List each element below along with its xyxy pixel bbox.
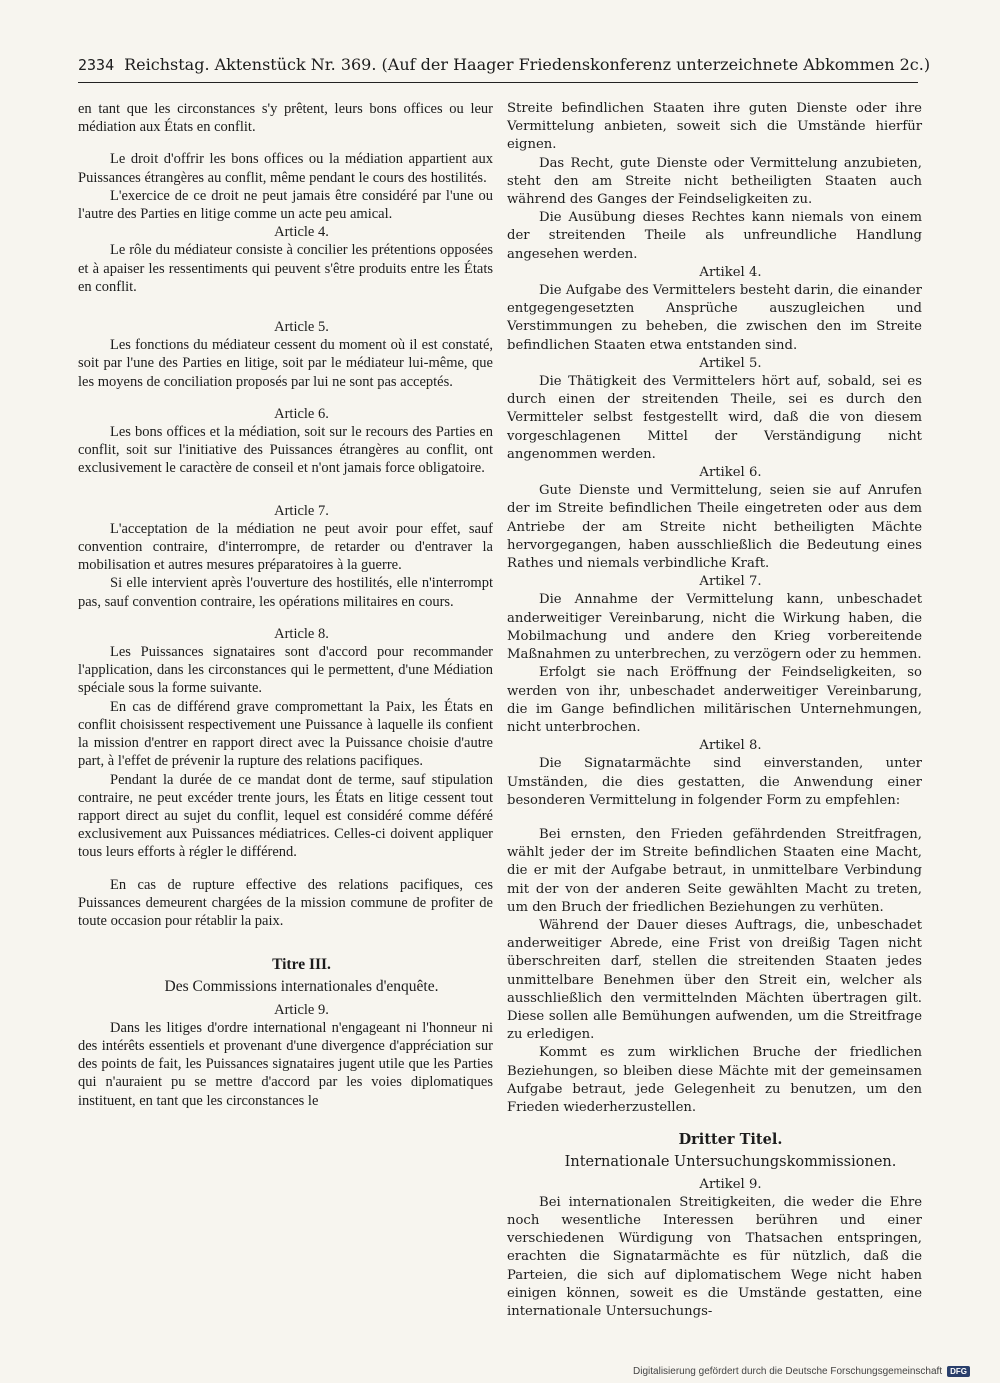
paragraph: Les bons offices et la médiation, soit sur le recours des Parties en conflit, soit sur l'initiative des Puissances étrangères au conflit, ont exclusivement le caractère de conseil et n'ont jamais force obligatoire. bbox=[78, 424, 493, 477]
article-heading: Article 5. bbox=[274, 319, 329, 336]
paragraph: L'acceptation de la médiation ne peut avoir pour effet, sauf convention contraire, d'interrompre, de retarder ou d'entraver la mobilisation et autres mesures préparatoires à la guerre. bbox=[78, 520, 493, 574]
paragraph: Die Annahme der Vermittelung kann, unbeschadet anderweitiger Vereinbarung, nicht die Wirkung haben, die Mobilmachung und andere den Krieg vorbereitende Maßnahmen zu unterbrechen, zu verzögern oder zu hemmen. bbox=[507, 592, 922, 663]
german-column bbox=[507, 100, 922, 1321]
spacer bbox=[78, 611, 493, 625]
paragraph: Während der Dauer dieses Auftrags, die, unbeschadet anderweitiger Abrede, eine Frist von dreißig Tagen nicht überschreiten darf, stellen die streitenden Staaten jedes unmittelbare Benehmen über den Streit ein, welcher als ausschließlich den vermittelnden Mächten übertragen gilt. Diese sollen alle Bemühungen aufwenden, um die Streitfrage zu erledigen. bbox=[507, 917, 922, 1043]
paragraph: Kommt es zum wirklichen Bruche der friedlichen Beziehungen, so bleiben diese Mächte mit der gemeinsamen Aufgabe betraut, jede Gelegenheit zu benutzen, um den Frieden wiederherzustellen. bbox=[507, 1045, 922, 1115]
paragraph: Bei internationalen Streitigkeiten, die weder die Ehre noch wesentliche Interessen berühren und einer verschiedenen Würdigung von Thatsachen entspringen, erachten die Signatarmächte es für nützlich, daß die Parteien, die sich auf diplomatischem Wege nicht haben einigen können, soweit es die Umstände gestatten, eine internationale Untersuchungs- bbox=[507, 1194, 922, 1319]
article-heading: Article 9. bbox=[274, 1001, 329, 1018]
header-rule bbox=[78, 82, 918, 83]
paragraph: Le rôle du médiateur consiste à concilier les prétentions opposées et à apaiser les ressentiments qui peuvent s'être produits entre les États en conflit. bbox=[78, 242, 493, 295]
paragraph: Die Aufgabe des Vermittelers besteht darin, die einander entgegengesetzten Ansprüche auszugleichen und Verstimmungen zu beheben, die zwischen den im Streite befindlichen Staaten etwa entstanden sind. bbox=[507, 283, 922, 353]
paragraph: Die Ausübung dieses Rechtes kann niemals von einem der streitenden Theile als unfreundliche Handlung angesehen werden. bbox=[507, 210, 922, 262]
article-heading: Artikel 7. bbox=[699, 574, 762, 590]
paragraph: Pendant la durée de ce mandat dont de terme, sauf stipulation contraire, ne peut excéder trente jours, les États en litige cessent tout rapport direct au sujet du conflit, lequel est considéré comme déféré exclusivement aux Puissances médiatrices. Celles-ci doivent appliquer tous leurs efforts à régler le différend. bbox=[78, 771, 493, 861]
spacer bbox=[507, 1117, 922, 1131]
article-heading: Article 4. bbox=[274, 224, 329, 241]
paragraph: Streite befindlichen Staaten ihre guten Dienste oder ihre Vermittelung anbieten, soweit sich die Umstände hierfür eignen. bbox=[507, 101, 922, 153]
paragraph: Gute Dienste und Vermittelung, seien sie auf Anrufen der im Streite befindlichen Theile eingetreten oder aus dem Antriebe der am Streite nicht betheiligten Mächte hervorgegangen, haben ausschließlich die Bedeutung eines Rathes und niemals verbindliche Kraft. bbox=[507, 483, 922, 572]
paragraph: Dans les litiges d'ordre international n'engageant ni l'honneur ni des intérêts essentiels et provenant d'une divergence d'appréciation sur des points de fait, les Puissances signataires jugent utile que les Parties qui n'auraient pu se mettre d'accord par les voies diplomatiques instituent, en tant que les circonstances le bbox=[78, 1019, 493, 1109]
french-column bbox=[78, 100, 493, 1110]
running-title: Reichstag. Aktenstück Nr. 369. (Auf der Haager Friedenskonferenz unterzeichnete Abkommen 2c.) bbox=[124, 55, 931, 74]
article-heading: Artikel 4. bbox=[699, 264, 762, 280]
article-heading: Artikel 8. bbox=[699, 738, 762, 754]
paragraph: Bei ernsten, den Frieden gefährdenden Streitfragen, wählt jeder der im Streite befindlichen Staaten eine Macht, die er mit der Aufgabe betraut, in unmittelbare Verbindung mit der von der anderen Seite gewählten Macht zu treten, um den Bruch der friedlichen Beziehungen zu verhüten. bbox=[507, 826, 922, 915]
paragraph: Si elle intervient après l'ouverture des hostilités, elle n'interrompt pas, sauf convention contraire, les opérations militaires en cours. bbox=[78, 575, 493, 610]
spacer bbox=[78, 136, 493, 150]
paragraph: Das Recht, gute Dienste oder Vermittelung anzubieten, steht den am Streite nicht betheiligten Staaten auch während des Ganges der Feindseligkeiten zu. bbox=[507, 155, 922, 208]
paragraph: L'exercice de ce droit ne peut jamais être considéré par l'une ou l'autre des Parties en litige comme un acte peu amical. bbox=[78, 187, 493, 223]
paragraph: En cas de différend grave compromettant la Paix, les États en conflit choisissent respectivement une Puissance à laquelle ils confient la mission d'entrer en rapport direct avec la Puissance choisie d'autre part, à l'effet de prévenir la rupture des relations pacifiques. bbox=[78, 698, 493, 770]
article-heading: Artikel 5. bbox=[699, 355, 762, 371]
article-heading: Artikel 9. bbox=[699, 1176, 762, 1192]
spacer bbox=[78, 391, 493, 405]
paragraph: Die Signatarmächte sind einverstanden, unter Umständen, die dies gestatten, die Anwendung einer besonderen Vermittelung in folgender Form zu empfehlen: bbox=[507, 756, 922, 808]
spacer bbox=[78, 862, 493, 876]
paragraph: Les fonctions du médiateur cessent du moment où il est constaté, soit par l'une des Parties en litige, soit par le médiateur lui-même, que les moyens de conciliation proposés par lui ne sont pas acceptés. bbox=[78, 337, 493, 390]
paragraph: Die Thätigkeit des Vermittelers hört auf, sobald, sei es durch einen der streitenden Theile, sei es durch den Vermitteler selbst festgestellt wird, daß die von diesem vorgeschlagenen Mittel der Verständigung nicht angenommen werden. bbox=[507, 374, 922, 462]
paragraph: En cas de rupture effective des relations pacifiques, ces Puissances demeurent chargées de la mission commune de profiter de toute occasion pour rétablir la paix. bbox=[78, 876, 493, 929]
paragraph: Les Puissances signataires sont d'accord pour recommander l'application, dans les circonstances qui le permettent, d'une Médiation spéciale sous la forme suivante. bbox=[78, 644, 493, 697]
title-subheading: Internationale Untersuchungskommissionen. bbox=[564, 1154, 897, 1171]
spacer bbox=[78, 296, 493, 318]
paragraph: Le droit d'offrir les bons offices ou la médiation appartient aux Puissances étrangères au conflit, même pendant le cours des hostilités. bbox=[78, 151, 493, 186]
spacer bbox=[78, 930, 493, 956]
footer-credit: Digitalisierung gefördert durch die Deutsche Forschungsgemeinschaft bbox=[633, 1366, 943, 1377]
article-heading: Artikel 6. bbox=[699, 465, 762, 481]
article-heading: Article 6. bbox=[274, 405, 329, 422]
title-heading: Dritter Titel. bbox=[678, 1131, 783, 1149]
spacer bbox=[78, 478, 493, 502]
paragraph: en tant que les circonstances s'y prêtent, leurs bons offices ou leur médiation aux États en conflit. bbox=[78, 101, 493, 136]
dfg-logo-icon: DFG bbox=[947, 1366, 970, 1377]
paragraph: Erfolgt sie nach Eröffnung der Feindseligkeiten, so werden von ihr, unbeschadet anderweitiger Vereinbarung, die im Gange befindlichen militärischen Unternehmungen, nicht unterbrochen. bbox=[507, 665, 922, 735]
page-number: 2334 bbox=[78, 56, 115, 74]
spacer bbox=[507, 810, 922, 826]
title-subheading: Des Commissions internationales d'enquête. bbox=[164, 978, 439, 996]
title-heading: Titre III. bbox=[272, 956, 331, 974]
page-header bbox=[78, 55, 931, 74]
article-heading: Article 7. bbox=[274, 502, 329, 519]
footer bbox=[633, 1366, 970, 1377]
article-heading: Article 8. bbox=[274, 625, 329, 642]
